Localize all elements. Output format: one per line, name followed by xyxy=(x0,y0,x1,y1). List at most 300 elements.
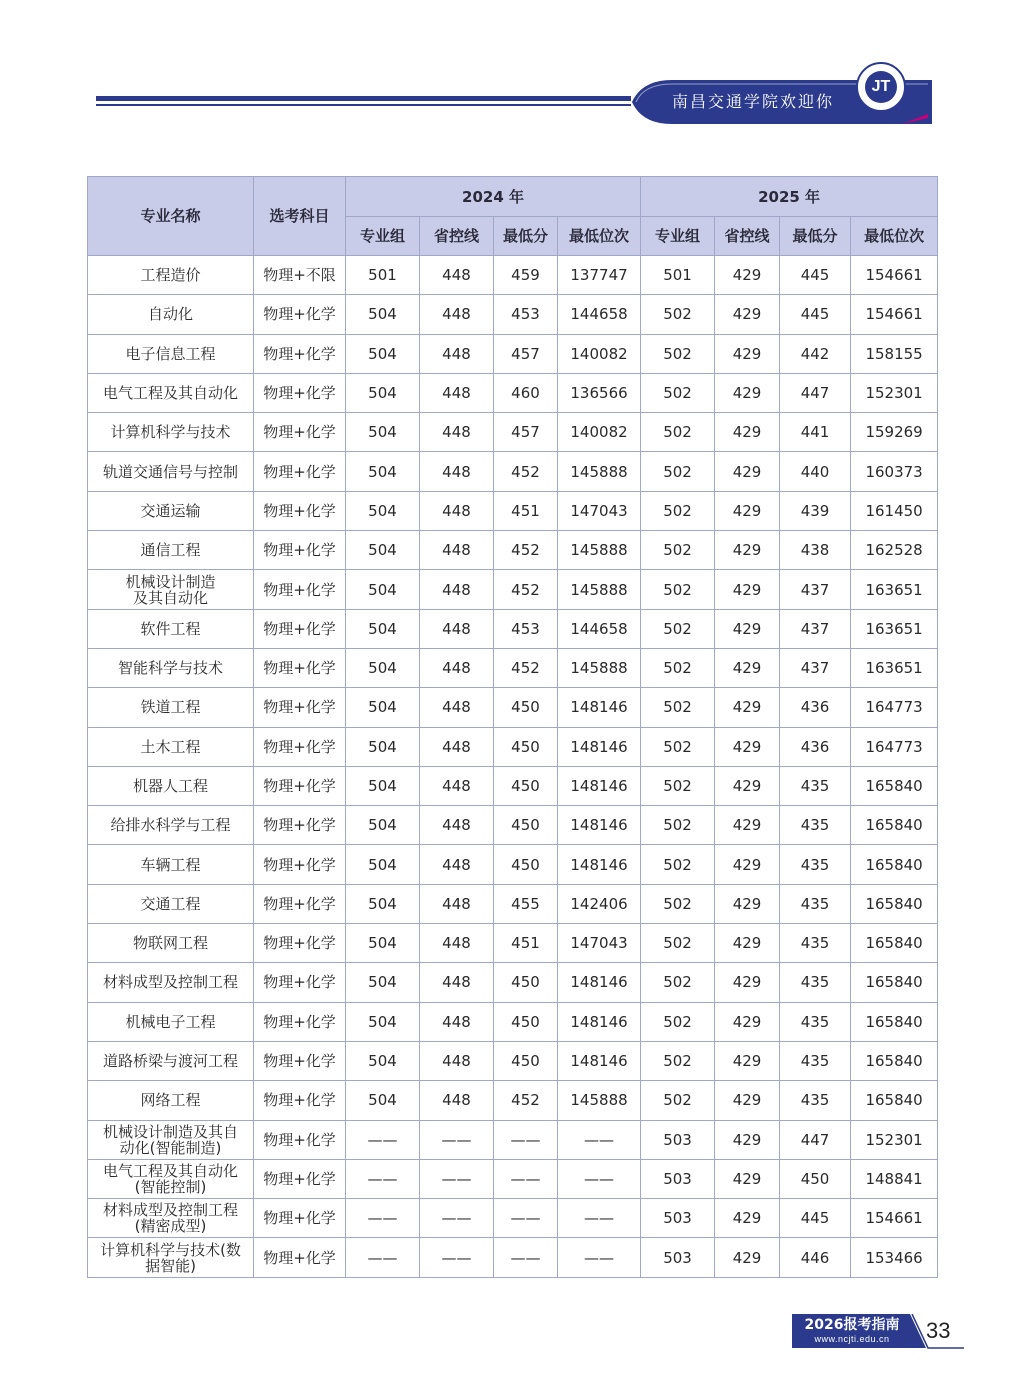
cell-2024-min-rank: 148146 xyxy=(558,806,641,845)
cell-2024-min-score: 451 xyxy=(494,924,558,963)
cell-major: 电气工程及其自动化 (智能控制) xyxy=(88,1159,254,1198)
cell-2024-control-line: —— xyxy=(420,1120,494,1159)
cell-subject: 物理+化学 xyxy=(254,727,346,766)
cell-major: 材料成型及控制工程 xyxy=(88,963,254,1002)
cell-2025-control-line: 429 xyxy=(715,1199,780,1238)
col-header-2024-control-line: 省控线 xyxy=(420,217,494,256)
cell-major: 机械设计制造 及其自动化 xyxy=(88,570,254,609)
cell-2024-control-line: 448 xyxy=(420,334,494,373)
cell-2025-min-rank: 165840 xyxy=(851,1081,938,1120)
cell-2025-control-line: 429 xyxy=(715,491,780,530)
cell-2024-min-score: 453 xyxy=(494,295,558,334)
cell-2025-min-rank: 154661 xyxy=(851,1199,938,1238)
cell-2025-min-rank: 158155 xyxy=(851,334,938,373)
cell-2024-group: 504 xyxy=(346,491,420,530)
cell-2025-min-score: 435 xyxy=(780,845,851,884)
cell-2024-control-line: 448 xyxy=(420,570,494,609)
col-header-subject: 选考科目 xyxy=(254,177,346,256)
table-row xyxy=(88,924,938,963)
table-row xyxy=(88,648,938,687)
cell-2025-min-score: 435 xyxy=(780,766,851,805)
cell-2025-min-score: 445 xyxy=(780,295,851,334)
cell-2024-min-rank: 145888 xyxy=(558,1081,641,1120)
cell-major: 软件工程 xyxy=(88,609,254,648)
cell-2024-control-line: 448 xyxy=(420,884,494,923)
cell-2024-min-rank: 137747 xyxy=(558,256,641,295)
cell-2025-control-line: 429 xyxy=(715,648,780,687)
cell-2025-control-line: 429 xyxy=(715,806,780,845)
cell-subject: 物理+化学 xyxy=(254,924,346,963)
cell-subject: 物理+化学 xyxy=(254,373,346,412)
cell-2025-min-rank: 165840 xyxy=(851,884,938,923)
cell-2025-min-rank: 165840 xyxy=(851,963,938,1002)
cell-2024-control-line: 448 xyxy=(420,963,494,1002)
table-row xyxy=(88,688,938,727)
table-row xyxy=(88,1002,938,1041)
table-row xyxy=(88,806,938,845)
cell-major: 交通运输 xyxy=(88,491,254,530)
cell-subject: 物理+化学 xyxy=(254,1002,346,1041)
cell-2024-group: 504 xyxy=(346,1002,420,1041)
cell-2025-min-rank: 153466 xyxy=(851,1238,938,1277)
cell-2024-control-line: 448 xyxy=(420,491,494,530)
cell-2024-control-line: 448 xyxy=(420,531,494,570)
cell-2025-min-score: 435 xyxy=(780,806,851,845)
cell-2025-group: 502 xyxy=(641,1081,715,1120)
cell-2024-min-score: 452 xyxy=(494,648,558,687)
cell-2024-control-line: 448 xyxy=(420,648,494,687)
cell-2025-min-score: 435 xyxy=(780,1081,851,1120)
cell-2024-min-score: 453 xyxy=(494,609,558,648)
cell-2024-min-score: 450 xyxy=(494,806,558,845)
page-number: 33 xyxy=(926,1318,951,1343)
cell-2024-min-rank: —— xyxy=(558,1199,641,1238)
table-row xyxy=(88,1199,938,1238)
cell-2024-min-rank: —— xyxy=(558,1120,641,1159)
school-logo xyxy=(856,62,906,112)
cell-2025-min-score: 446 xyxy=(780,1238,851,1277)
cell-major: 机械电子工程 xyxy=(88,1002,254,1041)
cell-2024-control-line: 448 xyxy=(420,806,494,845)
cell-2024-control-line: —— xyxy=(420,1159,494,1198)
cell-2025-control-line: 429 xyxy=(715,884,780,923)
col-header-2024-min-score: 最低分 xyxy=(494,217,558,256)
school-logo-mark: JT xyxy=(865,71,897,103)
cell-subject: 物理+化学 xyxy=(254,1041,346,1080)
cell-2025-group: 502 xyxy=(641,531,715,570)
cell-subject: 物理+化学 xyxy=(254,845,346,884)
cell-2024-control-line: 448 xyxy=(420,609,494,648)
cell-subject: 物理+化学 xyxy=(254,531,346,570)
cell-major: 工程造价 xyxy=(88,256,254,295)
cell-2025-group: 502 xyxy=(641,845,715,884)
cell-2025-group: 502 xyxy=(641,413,715,452)
table-row xyxy=(88,1159,938,1198)
cell-2024-min-score: 452 xyxy=(494,570,558,609)
cell-2024-min-rank: 140082 xyxy=(558,413,641,452)
admission-score-table xyxy=(87,176,938,1278)
cell-2025-group: 502 xyxy=(641,884,715,923)
cell-2025-control-line: 429 xyxy=(715,1159,780,1198)
footer-badge xyxy=(792,1314,964,1350)
cell-2025-control-line: 429 xyxy=(715,334,780,373)
cell-2024-min-score: 450 xyxy=(494,688,558,727)
cell-2025-control-line: 429 xyxy=(715,727,780,766)
cell-2024-group: 504 xyxy=(346,806,420,845)
cell-2025-group: 502 xyxy=(641,766,715,805)
cell-2024-min-score: 452 xyxy=(494,452,558,491)
cell-major: 网络工程 xyxy=(88,1081,254,1120)
cell-2024-control-line: 448 xyxy=(420,452,494,491)
cell-2024-min-rank: 145888 xyxy=(558,452,641,491)
cell-2024-min-rank: 144658 xyxy=(558,295,641,334)
cell-subject: 物理+化学 xyxy=(254,963,346,1002)
cell-2025-control-line: 429 xyxy=(715,924,780,963)
table-row xyxy=(88,452,938,491)
cell-2025-min-rank: 165840 xyxy=(851,1002,938,1041)
table-row xyxy=(88,570,938,609)
cell-2024-group: 504 xyxy=(346,963,420,1002)
table-row xyxy=(88,884,938,923)
cell-major: 轨道交通信号与控制 xyxy=(88,452,254,491)
cell-2024-min-rank: 147043 xyxy=(558,491,641,530)
cell-2025-min-rank: 165840 xyxy=(851,806,938,845)
cell-2025-min-score: 447 xyxy=(780,373,851,412)
col-header-2024-min-rank: 最低位次 xyxy=(558,217,641,256)
cell-2025-group: 502 xyxy=(641,570,715,609)
table-row xyxy=(88,766,938,805)
header-rule-thick xyxy=(96,96,631,101)
cell-2024-control-line: 448 xyxy=(420,256,494,295)
cell-2024-min-score: 450 xyxy=(494,845,558,884)
cell-2025-control-line: 429 xyxy=(715,766,780,805)
cell-subject: 物理+化学 xyxy=(254,806,346,845)
cell-2024-group: 504 xyxy=(346,688,420,727)
cell-2025-group: 502 xyxy=(641,373,715,412)
cell-subject: 物理+化学 xyxy=(254,688,346,727)
cell-2024-control-line: 448 xyxy=(420,413,494,452)
cell-2024-min-score: 450 xyxy=(494,1041,558,1080)
cell-major: 给排水科学与工程 xyxy=(88,806,254,845)
cell-2025-min-score: 445 xyxy=(780,1199,851,1238)
table-row xyxy=(88,609,938,648)
cell-2024-min-score: —— xyxy=(494,1238,558,1277)
cell-2024-group: 504 xyxy=(346,766,420,805)
cell-2024-min-rank: 148146 xyxy=(558,727,641,766)
cell-2024-group: 501 xyxy=(346,256,420,295)
cell-2024-control-line: 448 xyxy=(420,295,494,334)
cell-2025-control-line: 429 xyxy=(715,531,780,570)
school-welcome-title: 南昌交通学院欢迎你 xyxy=(672,92,835,111)
cell-2024-min-rank: 145888 xyxy=(558,531,641,570)
cell-2024-min-rank: 136566 xyxy=(558,373,641,412)
col-header-2025-group: 专业组 xyxy=(641,217,715,256)
cell-2025-min-score: 447 xyxy=(780,1120,851,1159)
cell-2025-group: 503 xyxy=(641,1120,715,1159)
table-row xyxy=(88,373,938,412)
cell-2025-group: 502 xyxy=(641,1002,715,1041)
cell-subject: 物理+化学 xyxy=(254,1120,346,1159)
cell-2024-control-line: 448 xyxy=(420,845,494,884)
cell-2025-group: 502 xyxy=(641,924,715,963)
cell-2025-min-rank: 165840 xyxy=(851,766,938,805)
cell-2025-group: 502 xyxy=(641,452,715,491)
cell-2024-control-line: 448 xyxy=(420,924,494,963)
cell-2024-min-rank: 148146 xyxy=(558,845,641,884)
cell-2025-group: 502 xyxy=(641,609,715,648)
cell-2024-control-line: 448 xyxy=(420,727,494,766)
cell-2025-group: 502 xyxy=(641,491,715,530)
cell-major: 通信工程 xyxy=(88,531,254,570)
cell-2024-control-line: 448 xyxy=(420,1081,494,1120)
cell-2025-min-rank: 160373 xyxy=(851,452,938,491)
cell-2024-min-score: 455 xyxy=(494,884,558,923)
table-row xyxy=(88,1081,938,1120)
cell-2025-control-line: 429 xyxy=(715,256,780,295)
cell-major: 机械设计制造及其自 动化(智能制造) xyxy=(88,1120,254,1159)
cell-2025-min-score: 435 xyxy=(780,1002,851,1041)
col-header-2025-min-rank: 最低位次 xyxy=(851,217,938,256)
cell-2024-min-score: 457 xyxy=(494,334,558,373)
cell-2024-group: 504 xyxy=(346,648,420,687)
cell-subject: 物理+化学 xyxy=(254,334,346,373)
table-row xyxy=(88,845,938,884)
cell-2024-group: 504 xyxy=(346,334,420,373)
cell-2025-min-rank: 164773 xyxy=(851,688,938,727)
cell-2025-min-score: 445 xyxy=(780,256,851,295)
cell-2024-group: 504 xyxy=(346,452,420,491)
cell-2024-min-rank: 142406 xyxy=(558,884,641,923)
cell-2025-control-line: 429 xyxy=(715,845,780,884)
cell-2024-min-score: 450 xyxy=(494,1002,558,1041)
cell-2025-min-rank: 154661 xyxy=(851,295,938,334)
cell-2025-control-line: 429 xyxy=(715,1081,780,1120)
cell-2024-min-score: 452 xyxy=(494,531,558,570)
cell-major: 车辆工程 xyxy=(88,845,254,884)
cell-2024-group: 504 xyxy=(346,1041,420,1080)
cell-major: 计算机科学与技术(数 据智能) xyxy=(88,1238,254,1277)
cell-subject: 物理+化学 xyxy=(254,766,346,805)
cell-2025-control-line: 429 xyxy=(715,373,780,412)
cell-2025-min-rank: 154661 xyxy=(851,256,938,295)
cell-major: 道路桥梁与渡河工程 xyxy=(88,1041,254,1080)
cell-2024-group: —— xyxy=(346,1199,420,1238)
table-row xyxy=(88,491,938,530)
cell-2025-min-score: 442 xyxy=(780,334,851,373)
cell-2025-min-rank: 162528 xyxy=(851,531,938,570)
cell-2024-control-line: 448 xyxy=(420,688,494,727)
cell-subject: 物理+化学 xyxy=(254,884,346,923)
cell-2024-control-line: —— xyxy=(420,1238,494,1277)
cell-2024-min-score: —— xyxy=(494,1199,558,1238)
cell-2025-min-score: 435 xyxy=(780,924,851,963)
cell-2025-min-score: 450 xyxy=(780,1159,851,1198)
cell-2025-min-score: 437 xyxy=(780,570,851,609)
cell-2024-min-rank: 140082 xyxy=(558,334,641,373)
cell-2025-control-line: 429 xyxy=(715,609,780,648)
cell-2025-min-rank: 159269 xyxy=(851,413,938,452)
table-row xyxy=(88,334,938,373)
cell-2025-group: 503 xyxy=(641,1238,715,1277)
cell-2025-control-line: 429 xyxy=(715,963,780,1002)
website-link[interactable]: www.ncjti.edu.cn xyxy=(814,1334,890,1344)
cell-2025-min-rank: 165840 xyxy=(851,924,938,963)
cell-2024-group: 504 xyxy=(346,531,420,570)
table-row xyxy=(88,256,938,295)
col-header-major: 专业名称 xyxy=(88,177,254,256)
cell-2024-min-score: —— xyxy=(494,1159,558,1198)
cell-2025-control-line: 429 xyxy=(715,295,780,334)
cell-2025-control-line: 429 xyxy=(715,413,780,452)
cell-2025-min-score: 436 xyxy=(780,688,851,727)
cell-2024-min-rank: 148146 xyxy=(558,688,641,727)
cell-2024-group: 504 xyxy=(346,1081,420,1120)
cell-2024-min-rank: 148146 xyxy=(558,1002,641,1041)
cell-2025-min-rank: 152301 xyxy=(851,1120,938,1159)
cell-2025-min-rank: 165840 xyxy=(851,1041,938,1080)
cell-major: 计算机科学与技术 xyxy=(88,413,254,452)
cell-2025-min-score: 441 xyxy=(780,413,851,452)
cell-2025-group: 503 xyxy=(641,1199,715,1238)
cell-2025-min-score: 435 xyxy=(780,1041,851,1080)
cell-2024-control-line: 448 xyxy=(420,1002,494,1041)
cell-2024-group: 504 xyxy=(346,413,420,452)
cell-2024-control-line: 448 xyxy=(420,1041,494,1080)
cell-2025-min-rank: 163651 xyxy=(851,570,938,609)
cell-2024-min-rank: —— xyxy=(558,1238,641,1277)
table-row xyxy=(88,531,938,570)
cell-2025-control-line: 429 xyxy=(715,570,780,609)
cell-subject: 物理+化学 xyxy=(254,570,346,609)
cell-major: 机器人工程 xyxy=(88,766,254,805)
cell-2025-group: 502 xyxy=(641,648,715,687)
cell-2025-control-line: 429 xyxy=(715,1238,780,1277)
cell-2024-min-score: —— xyxy=(494,1120,558,1159)
col-header-2025-control-line: 省控线 xyxy=(715,217,780,256)
cell-2024-min-rank: 145888 xyxy=(558,648,641,687)
cell-2025-min-score: 437 xyxy=(780,609,851,648)
cell-2025-min-rank: 163651 xyxy=(851,609,938,648)
cell-2024-min-score: 451 xyxy=(494,491,558,530)
cell-2024-group: 504 xyxy=(346,570,420,609)
cell-2024-group: 504 xyxy=(346,727,420,766)
cell-2024-min-rank: 148146 xyxy=(558,1041,641,1080)
cell-2024-control-line: 448 xyxy=(420,766,494,805)
cell-2025-group: 503 xyxy=(641,1159,715,1198)
cell-2024-min-score: 450 xyxy=(494,963,558,1002)
cell-major: 电气工程及其自动化 xyxy=(88,373,254,412)
cell-subject: 物理+不限 xyxy=(254,256,346,295)
cell-2025-group: 502 xyxy=(641,688,715,727)
cell-2025-group: 502 xyxy=(641,727,715,766)
cell-2025-control-line: 429 xyxy=(715,1041,780,1080)
table-row xyxy=(88,1120,938,1159)
cell-2025-group: 502 xyxy=(641,1041,715,1080)
cell-2024-min-rank: 145888 xyxy=(558,570,641,609)
cell-2024-min-rank: 148146 xyxy=(558,766,641,805)
cell-2025-min-score: 435 xyxy=(780,884,851,923)
header-rule-thin xyxy=(96,104,631,106)
cell-2025-group: 502 xyxy=(641,963,715,1002)
cell-2025-control-line: 429 xyxy=(715,688,780,727)
cell-2025-min-rank: 152301 xyxy=(851,373,938,412)
cell-2024-group: —— xyxy=(346,1120,420,1159)
cell-subject: 物理+化学 xyxy=(254,609,346,648)
cell-2025-min-score: 435 xyxy=(780,963,851,1002)
cell-major: 铁道工程 xyxy=(88,688,254,727)
cell-2024-min-rank: 148146 xyxy=(558,963,641,1002)
cell-2024-min-score: 450 xyxy=(494,766,558,805)
cell-2025-min-score: 439 xyxy=(780,491,851,530)
cell-subject: 物理+化学 xyxy=(254,491,346,530)
cell-2024-min-score: 459 xyxy=(494,256,558,295)
guide-title: 2026报考指南 xyxy=(804,1317,900,1333)
cell-2024-group: —— xyxy=(346,1159,420,1198)
cell-major: 电子信息工程 xyxy=(88,334,254,373)
col-header-2024-group: 专业组 xyxy=(346,217,420,256)
cell-subject: 物理+化学 xyxy=(254,1238,346,1277)
cell-2024-min-rank: 147043 xyxy=(558,924,641,963)
cell-2025-group: 502 xyxy=(641,806,715,845)
cell-2025-min-rank: 163651 xyxy=(851,648,938,687)
cell-2024-min-score: 452 xyxy=(494,1081,558,1120)
cell-2025-control-line: 429 xyxy=(715,452,780,491)
col-header-2025-min-score: 最低分 xyxy=(780,217,851,256)
cell-major: 土木工程 xyxy=(88,727,254,766)
cell-2024-group: 504 xyxy=(346,609,420,648)
col-header-year-2024: 2024 年 xyxy=(346,177,641,217)
table-row xyxy=(88,727,938,766)
cell-2024-group: 504 xyxy=(346,295,420,334)
cell-2024-min-rank: 144658 xyxy=(558,609,641,648)
cell-2025-group: 502 xyxy=(641,295,715,334)
table-body xyxy=(88,256,938,1278)
cell-subject: 物理+化学 xyxy=(254,295,346,334)
cell-subject: 物理+化学 xyxy=(254,1081,346,1120)
cell-2024-group: 504 xyxy=(346,924,420,963)
cell-2024-min-score: 450 xyxy=(494,727,558,766)
cell-subject: 物理+化学 xyxy=(254,452,346,491)
cell-subject: 物理+化学 xyxy=(254,1199,346,1238)
table-row xyxy=(88,1238,938,1277)
cell-major: 物联网工程 xyxy=(88,924,254,963)
table-row xyxy=(88,295,938,334)
cell-subject: 物理+化学 xyxy=(254,1159,346,1198)
cell-2024-group: 504 xyxy=(346,373,420,412)
cell-2024-group: —— xyxy=(346,1238,420,1277)
cell-2024-control-line: —— xyxy=(420,1199,494,1238)
cell-2024-group: 504 xyxy=(346,845,420,884)
cell-2025-min-rank: 161450 xyxy=(851,491,938,530)
cell-2025-min-score: 438 xyxy=(780,531,851,570)
cell-2025-control-line: 429 xyxy=(715,1120,780,1159)
cell-2025-min-score: 440 xyxy=(780,452,851,491)
cell-2025-min-rank: 164773 xyxy=(851,727,938,766)
table-row xyxy=(88,963,938,1002)
cell-2024-group: 504 xyxy=(346,884,420,923)
col-header-year-2025: 2025 年 xyxy=(641,177,938,217)
cell-2024-min-score: 460 xyxy=(494,373,558,412)
cell-2025-group: 501 xyxy=(641,256,715,295)
cell-2025-control-line: 429 xyxy=(715,1002,780,1041)
cell-2025-min-score: 437 xyxy=(780,648,851,687)
cell-major: 自动化 xyxy=(88,295,254,334)
cell-major: 材料成型及控制工程 (精密成型) xyxy=(88,1199,254,1238)
cell-2024-min-rank: —— xyxy=(558,1159,641,1198)
cell-major: 交通工程 xyxy=(88,884,254,923)
table-row xyxy=(88,413,938,452)
cell-2024-control-line: 448 xyxy=(420,373,494,412)
